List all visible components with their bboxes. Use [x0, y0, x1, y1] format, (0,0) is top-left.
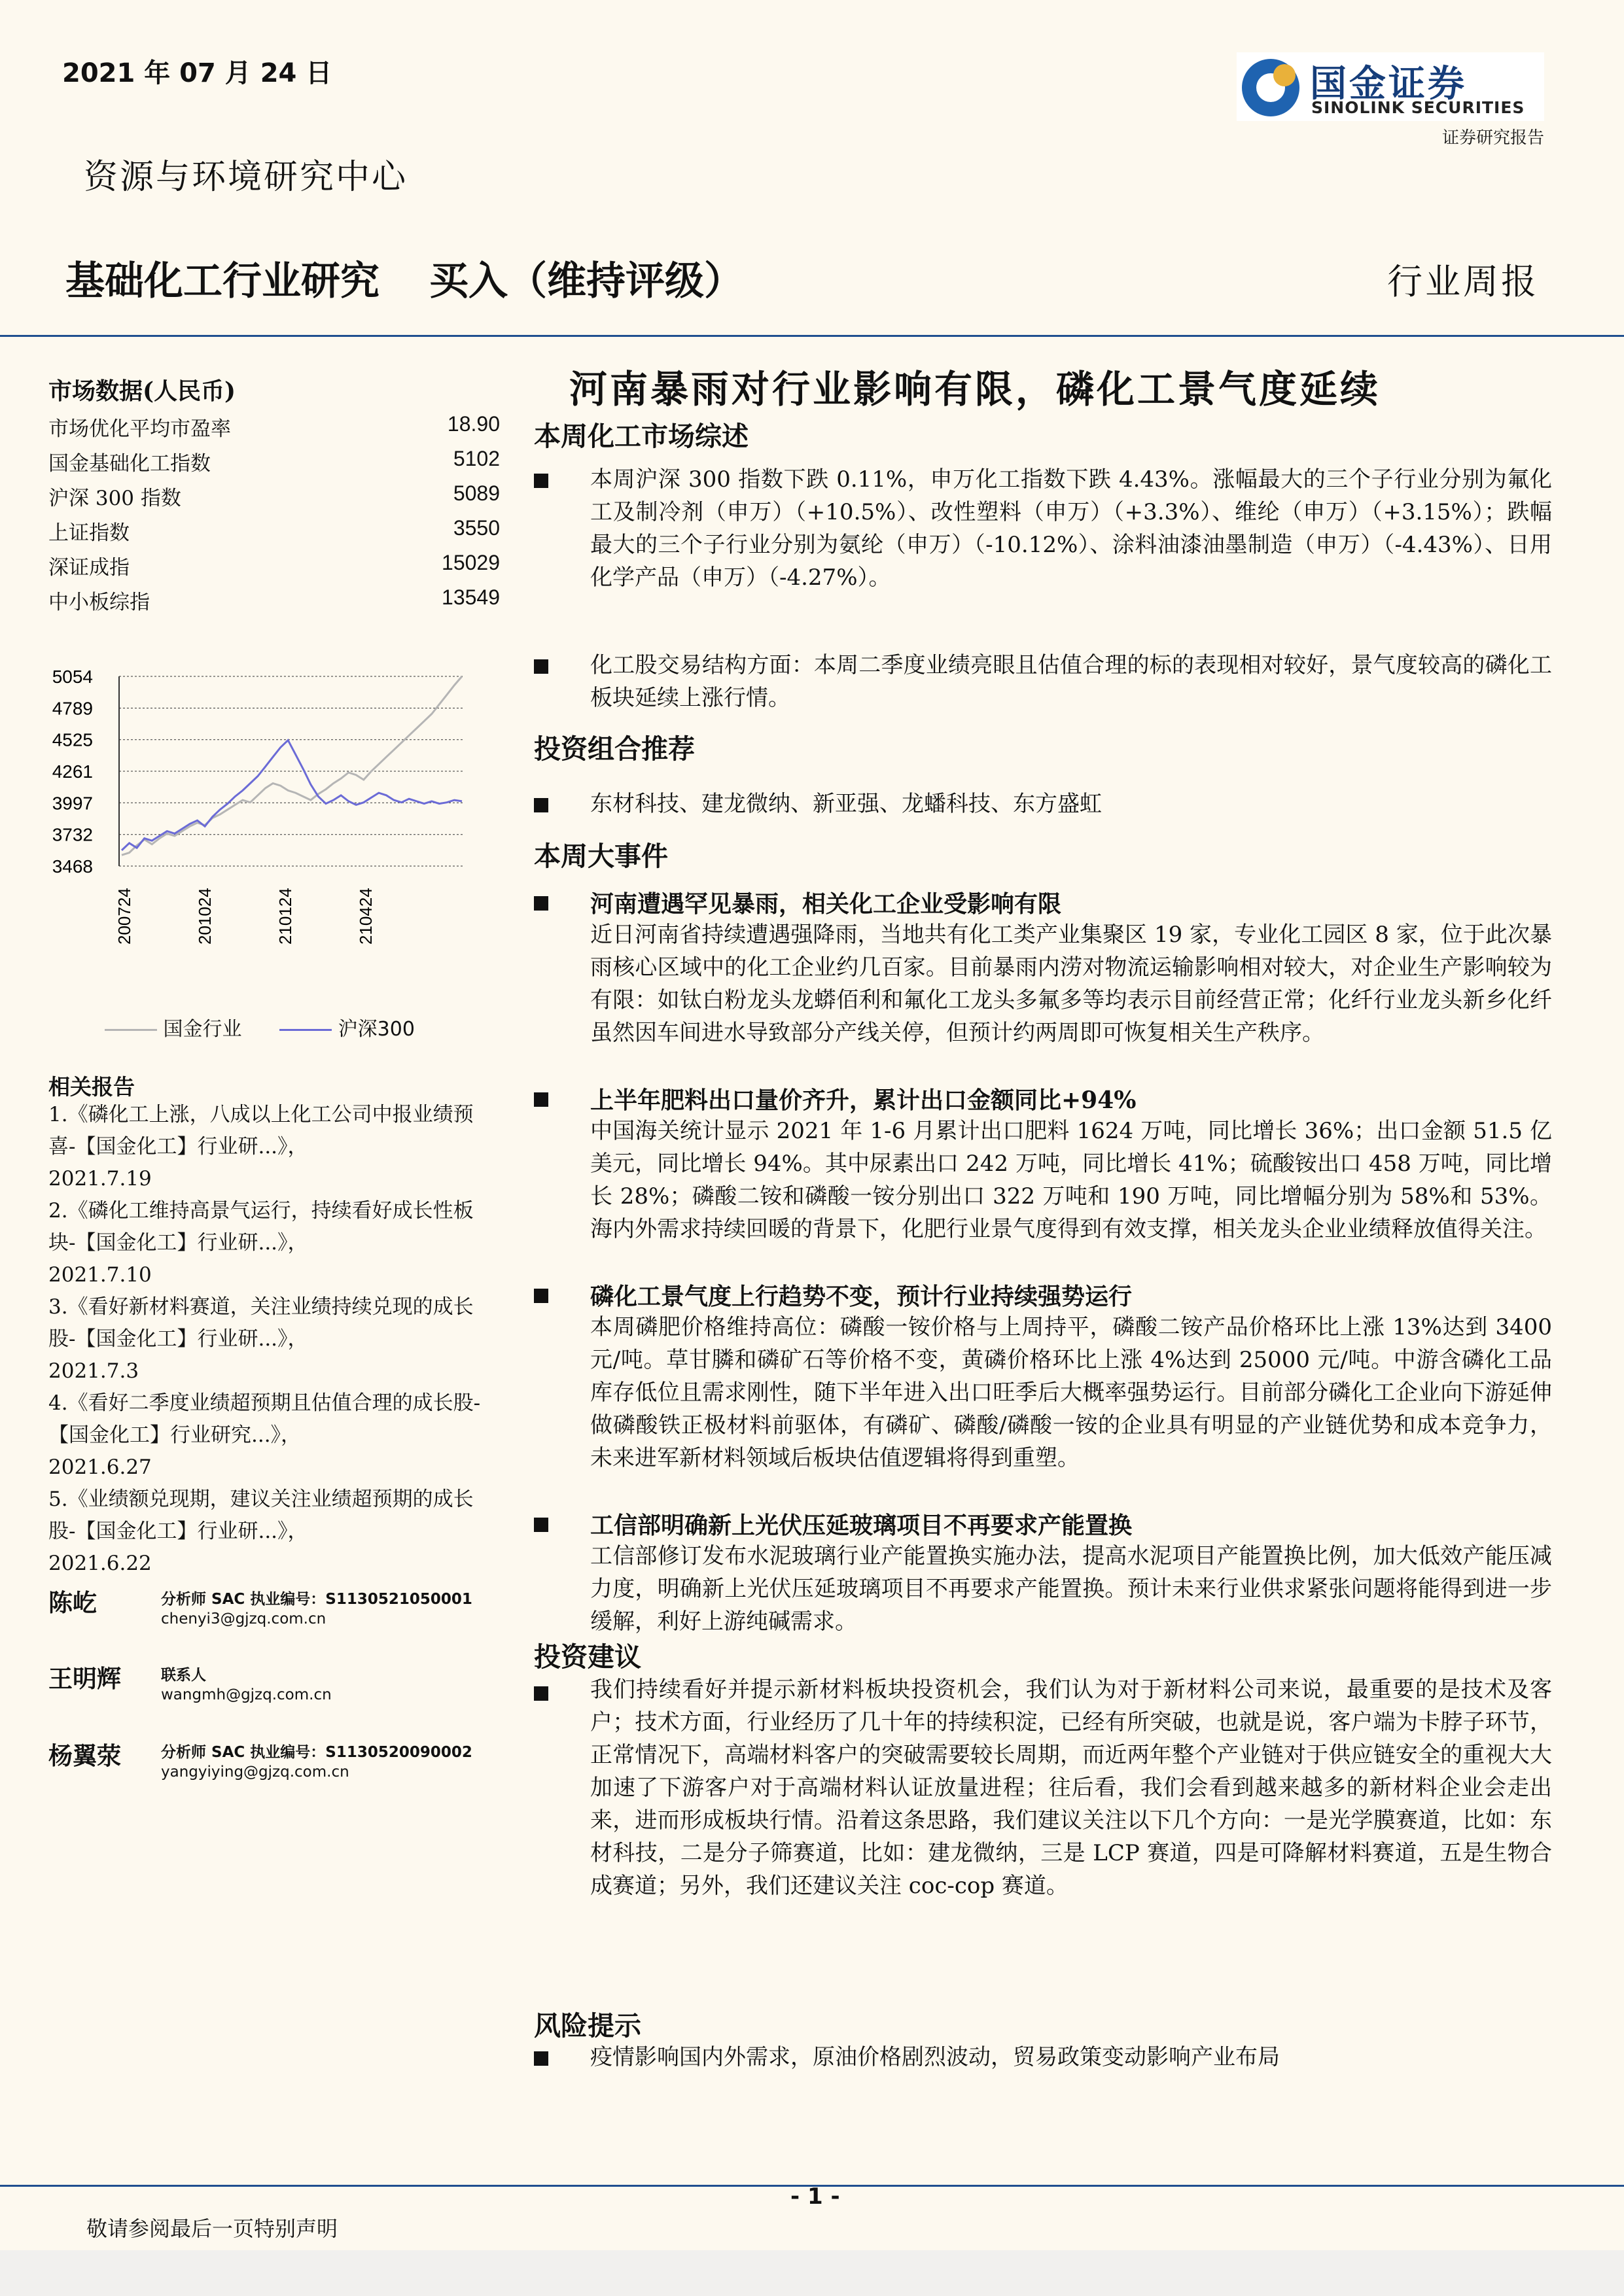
- market-row: [48, 516, 500, 546]
- section-title: 本周化工市场综述: [534, 421, 749, 452]
- y-tick-label: 3732: [52, 824, 93, 845]
- industry-title: 基础化工行业研究: [65, 258, 380, 304]
- bullet-icon: [534, 1518, 548, 1532]
- analyst-id: 分析师 SAC 执业编号：S1130521050001: [161, 1591, 472, 1608]
- related-date: 2021.7.10: [48, 1263, 152, 1287]
- related-reports-title: 相关报告: [48, 1074, 135, 1100]
- bullet-icon: [534, 659, 548, 674]
- event-heading: 磷化工景气度上行趋势不变，预计行业持续强势运行: [590, 1283, 1133, 1310]
- legend-industry: 国金行业: [163, 1018, 242, 1041]
- section-title: 投资组合推荐: [534, 733, 695, 765]
- y-tick-label: 4261: [52, 761, 93, 782]
- analyst-name: 陈屹: [48, 1588, 97, 1617]
- bullet-icon: [534, 896, 548, 911]
- research-center: 资源与环境研究中心: [84, 158, 408, 197]
- x-tick-label: 201024: [195, 888, 215, 945]
- event-body: 近日河南省持续遭遇强降雨，当地共有化工类产业集聚区 19 家，专业化工园区 8 家，位于此次暴雨核心区域中的化工企业约几百家。目前暴雨内涝对物流运输影响相对较大，对企业生产影响较为有限：如钛白粉龙头龙蟒佰利和氟化工龙头多氟多等均表示目前经营正常；化纤行业龙头新乡化纤虽然因车间进水导致部分产线关停，但预计约两周即可恢复相关生产秩序。: [590, 922, 1552, 1046]
- legend-index: 沪深300: [338, 1018, 415, 1041]
- header-rule: [0, 335, 1624, 337]
- bullet-icon: [534, 2051, 548, 2066]
- y-tick-label: 3997: [52, 793, 93, 814]
- market-row: [48, 551, 500, 580]
- bullet-icon: [534, 474, 548, 488]
- market-label: 沪深 300 指数: [48, 487, 181, 510]
- logo-en: SINOLINK SECURITIES: [1311, 98, 1525, 117]
- analyst-email[interactable]: chenyi3@gjzq.com.cn: [161, 1610, 327, 1627]
- logo-cn: 国金证券: [1310, 63, 1467, 105]
- bottom-margin: [0, 2250, 1624, 2296]
- market-label: 深证成指: [48, 556, 130, 580]
- related-text: 4.《看好二季度业绩超预期且估值合理的成长股-【国金化工】行业研究...》，: [48, 1391, 481, 1447]
- report-tagline: 证券研究报告: [1441, 128, 1544, 148]
- y-tick-label: 3468: [52, 856, 93, 877]
- analyst-name: 王明辉: [48, 1664, 121, 1693]
- report-date: 2021 年 07 月 24 日: [62, 58, 332, 88]
- related-report[interactable]: [48, 1099, 500, 1195]
- event-heading: 河南遭遇罕见暴雨，相关化工企业受影响有限: [590, 890, 1062, 918]
- bullet-icon: [534, 1092, 548, 1107]
- related-text: 5.《业绩额兑现期，建议关注业绩超预期的成长股-【国金化工】行业研...》，: [48, 1487, 474, 1543]
- market-label: 国金基础化工指数: [48, 452, 211, 476]
- market-chart: [46, 661, 478, 948]
- market-value: 3550: [453, 516, 500, 540]
- paragraph: 疫情影响国内外需求，原油价格剧烈波动，贸易政策变动影响产业布局: [590, 2044, 1280, 2070]
- analyst-email[interactable]: yangyiying@gjzq.com.cn: [161, 1764, 349, 1781]
- market-label: 中小板综指: [48, 591, 150, 614]
- market-value: 5102: [453, 447, 500, 470]
- related-report[interactable]: [48, 1387, 500, 1484]
- bullet-icon: [534, 1289, 548, 1303]
- section-title: 投资建议: [534, 1641, 641, 1673]
- market-value: 18.90: [447, 412, 500, 436]
- event-heading: 上半年肥料出口量价齐升，累计出口金额同比+94%: [590, 1087, 1137, 1114]
- market-value: 15029: [442, 551, 500, 574]
- related-date: 2021.7.19: [48, 1167, 152, 1191]
- related-text: 2.《磷化工维持高景气运行，持续看好成长性板块-【国金化工】行业研...》，: [48, 1199, 474, 1255]
- related-report[interactable]: [48, 1195, 500, 1291]
- section-title: 风险提示: [534, 2010, 641, 2042]
- series-line-国金行业: [122, 676, 462, 855]
- x-tick-label: 200724: [115, 888, 134, 945]
- market-row: [48, 585, 500, 615]
- logo-mark-icon: [1242, 59, 1299, 116]
- series-line-沪深300: [122, 740, 462, 850]
- company-logo: [1237, 52, 1544, 121]
- legend-swatch-index: [279, 1029, 332, 1031]
- paragraph: 本周沪深 300 指数下跌 0.11%，申万化工指数下跌 4.43%。涨幅最大的三个子行业分别为氟化工及制冷剂（申万）（+10.5%）、改性塑料（申万）（+3.3%）、维纶（申万）（+3.15%）；跌幅最大的三个子行业分别为氨纶（申万）（-10.12%）、涂料油漆油墨制造（申万）（-4.43%）、日用化学产品（申万）（-4.27%）。: [590, 466, 1552, 591]
- related-text: 3.《看好新材料赛道，关注业绩持续兑现的成长股-【国金化工】行业研...》，: [48, 1295, 474, 1351]
- analyst-id: 联系人: [161, 1667, 206, 1684]
- paragraph: 东材科技、建龙微纳、新亚强、龙蟠科技、东方盛虹: [590, 791, 1102, 817]
- report-type: 行业周报: [1387, 261, 1539, 302]
- related-text: 1.《磷化工上涨，八成以上化工公司中报业绩预喜-【国金化工】行业研...》，: [48, 1103, 474, 1158]
- related-date: 2021.6.27: [48, 1455, 152, 1479]
- analyst-email[interactable]: wangmh@gjzq.com.cn: [161, 1686, 332, 1703]
- y-tick-label: 5054: [52, 667, 93, 687]
- market-row: [48, 447, 500, 476]
- x-tick-label: 210424: [356, 888, 376, 945]
- market-value: 5089: [453, 481, 500, 505]
- section-title: 本周大事件: [534, 841, 668, 872]
- chart-legend: [105, 1013, 415, 1041]
- event-body: 本周磷肥价格维持高位：磷酸一铵价格与上周持平，磷酸二铵产品价格环比上涨 13%达到 3400 元/吨。草甘膦和磷矿石等价格不变，黄磷价格环比上涨 4%达到 25000 元/吨。中游含磷化工品库存低位且需求刚性，随下半年进入出口旺季后大概率强势运行。目前部分磷化工企业向下游延伸做磷酸铁正极材料前驱体，有磷矿、磷酸/磷酸一铵的企业具有明显的产业链优势和成本竞争力，未来进军新材料领域后板块估值逻辑将得到重塑。: [590, 1314, 1552, 1471]
- related-report[interactable]: [48, 1291, 500, 1387]
- event-heading: 工信部明确新上光伏压延玻璃项目不再要求产能置换: [590, 1512, 1133, 1539]
- x-tick-label: 210124: [275, 888, 295, 945]
- paragraph: 化工股交易结构方面：本周二季度业绩亮眼且估值合理的标的表现相对较好，景气度较高的磷化工板块延续上涨行情。: [590, 652, 1552, 711]
- analyst-name: 杨翼荥: [48, 1741, 121, 1770]
- market-row: [48, 412, 500, 442]
- rating: 买入（维持评级）: [429, 258, 743, 304]
- related-date: 2021.6.22: [48, 1552, 152, 1575]
- market-label: 上证指数: [48, 521, 130, 545]
- market-row: [48, 481, 500, 511]
- y-tick-label: 4525: [52, 729, 93, 750]
- related-report[interactable]: [48, 1484, 500, 1580]
- event-body: 中国海关统计显示 2021 年 1-6 月累计出口肥料 1624 万吨，同比增长 36%；出口金额 51.5 亿美元，同比增长 94%。其中尿素出口 242 万吨，同比增长 41%；硫酸铵出口 458 万吨，同比增长 28%；磷酸二铵和磷酸一铵分别出口 322 万吨和 190 万吨，同比增幅分别为 58%和 53%。海内外需求持续回暖的背景下，化肥行业景气度得到有效支撑，相关龙头企业业绩释放值得关注。: [590, 1118, 1552, 1242]
- bullet-icon: [534, 1686, 548, 1701]
- bullet-icon: [534, 798, 548, 812]
- paragraph: 我们持续看好并提示新材料板块投资机会，我们认为对于新材料公司来说，最重要的是技术及客户；技术方面，行业经历了几十年的持续积淀，已经有所突破，也就是说，客户端为卡脖子环节，正常情况下，高端材料客户的突破需要较长周期，而近两年整个产业链对于供应链安全的重视大大加速了下游客户对于高端材料认证放量进程；往后看，我们会看到越来越多的新材料企业会走出来，进而形成板块行情。沿着这条思路，我们建议关注以下几个方向：一是光学膜赛道，比如：东材科技，二是分子筛赛道，比如：建龙微纳，三是 LCP 赛道，四是可降解材料赛道，五是生物合成赛道；另外，我们还建议关注 coc-cop 赛道。: [590, 1677, 1552, 1899]
- legend-swatch-industry: [105, 1029, 157, 1031]
- page-number: - 1 -: [790, 2183, 840, 2210]
- disclaimer: 敬请参阅最后一页特别声明: [86, 2216, 338, 2241]
- market-value: 13549: [442, 585, 500, 609]
- y-tick-label: 4789: [52, 698, 93, 719]
- report-title: 河南暴雨对行业影响有限，磷化工景气度延续: [569, 367, 1381, 411]
- analyst-id: 分析师 SAC 执业编号：S1130520090002: [161, 1744, 472, 1761]
- market-data-title: 市场数据(人民币): [48, 377, 236, 405]
- market-label: 市场优化平均市盈率: [48, 417, 231, 441]
- event-body: 工信部修订发布水泥玻璃行业产能置换实施办法，提高水泥项目产能置换比例，加大低效产能压减力度，明确新上光伏压延玻璃项目不再要求产能置换。预计未来行业供求紧张问题将能得到进一步缓解，利好上游纯碱需求。: [590, 1543, 1552, 1635]
- related-date: 2021.7.3: [48, 1359, 139, 1383]
